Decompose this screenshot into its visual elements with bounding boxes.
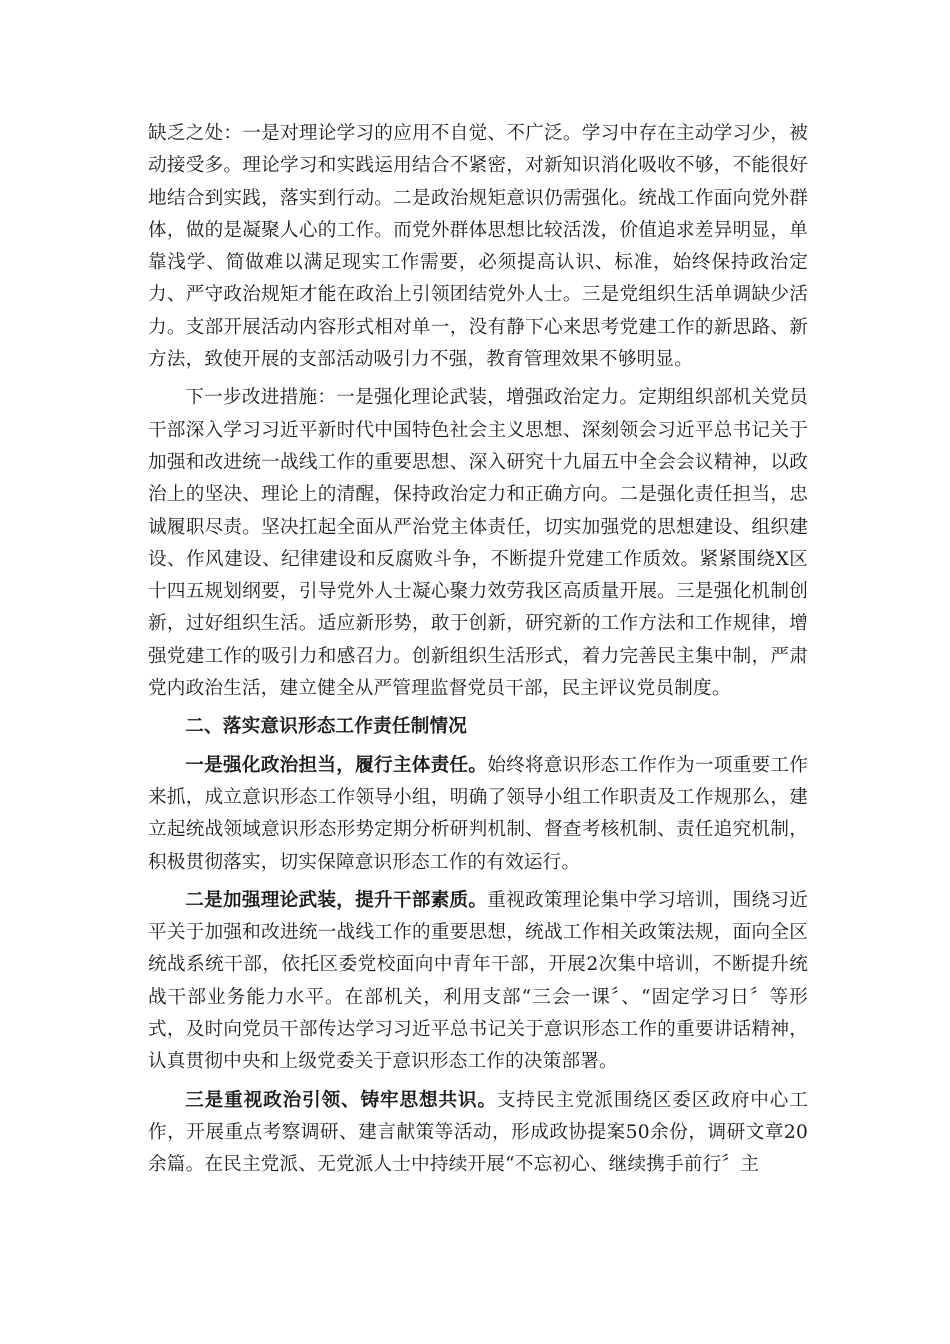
section-heading: 二、落实意识形态工作责任制情况 [185, 716, 468, 738]
paragraph-improvement-measures: 下一步改进措施：一是强化理论武装，增强政治定力。定期组织部机关党员干部深入学习习近平新时代中国特色社会主义思想、深刻领会习近平总书记关于加强和改进统一战线工作的重要思想、深入研究十九届五中全会会议精神，以政治上的坚决、理论上的清醒，保持政治定力和正确方向。二是强化责任担当，忠诚履职尽责。坚决扛起全面从严治党主体责任，切实加强党的思想建设、组织建设、作风建设、纪律建设和反腐败斗争，不断提升党建工作质效。紧紧围绕X区十四五规划纲要，引导党外人士凝心聚力效劳我区高质量开展。三是强化机制创新，过好组织生活。适应新形势，敢于创新，研究新的工作方法和工作规律，增强党建工作的吸引力和感召力。创新组织生活形式，着力完善民主集中制，严肃党内政治生活，建立健全从严管理监督党员干部，民主评议党员制度。 [148, 387, 808, 700]
paragraph-shortcomings: 缺乏之处：一是对理论学习的应用不自觉、不广泛。学习中存在主动学习少，被动接受多。理论学习和实践运用结合不紧密，对新知识消化吸收不够，不能很好地结合到实践，落实到行动。二是政治规矩意识仍需强化。统战工作面向党外群体，做的是凝聚人心的工作。而党外群体思想比较活泼，价值追求差异明显，单靠浅学、简做难以满足现实工作需要，必须提高认识、标准，始终保持政治定力、严守政治规矩才能在政治上引领团结党外人士。三是党组织生活单调缺少活力。支部开展活动内容形式相对单一，没有静下心来思考党建工作的新思路、新方法，致使开展的支部活动吸引力不强，教育管理效果不够明显。 [148, 123, 808, 371]
paragraph-political-guidance [148, 1085, 808, 1182]
paragraph-body: 支持民主党派围绕区委区政府中心工作，开展重点考察调研、建言献策等活动，形成政协提案50余份，调研文章20余篇。在民主党派、无党派人士中持续开展“不忘初心、继续携手前行〞主 [148, 1089, 808, 1176]
paragraph-body: 重视政策理论集中学习培训，围绕习近平关于加强和改进统一战线工作的重要思想，统战工作相关政策法规，面向全区统战系统干部，依托区委党校面向中青年干部，开展2次集中培训，不断提升统战干部业务能力水平。在部机关，利用支部“三会一课〞、“固定学习日〞等形式，及时向党员干部传达学习习近平总书记关于意识形态工作的重要讲话精神，认真贯彻中央和上级党委关于意识形态工作的决策部署。 [148, 889, 809, 1073]
paragraph-lead: 二是加强理论武装，提升干部素质。 [185, 889, 488, 911]
paragraph-body: 始终将意识形态工作作为一项重要工作来抓，成立意识形态工作领导小组，明确了领导小组工作职责及工作规那么，建立起统战领域意识形态形势定期分析研判机制、督查考核机制、责任追究机制，积极贯彻落实，切实保障意识形态工作的有效运行。 [148, 754, 809, 873]
paragraph-lead: 三是重视政治引领、铸牢思想共识。 [185, 1089, 497, 1111]
paragraph-lead: 一是强化政治担当，履行主体责任。 [185, 754, 488, 776]
document-page [148, 118, 808, 1188]
paragraph-political-responsibility [148, 750, 808, 879]
paragraph-theory-training [148, 885, 808, 1079]
